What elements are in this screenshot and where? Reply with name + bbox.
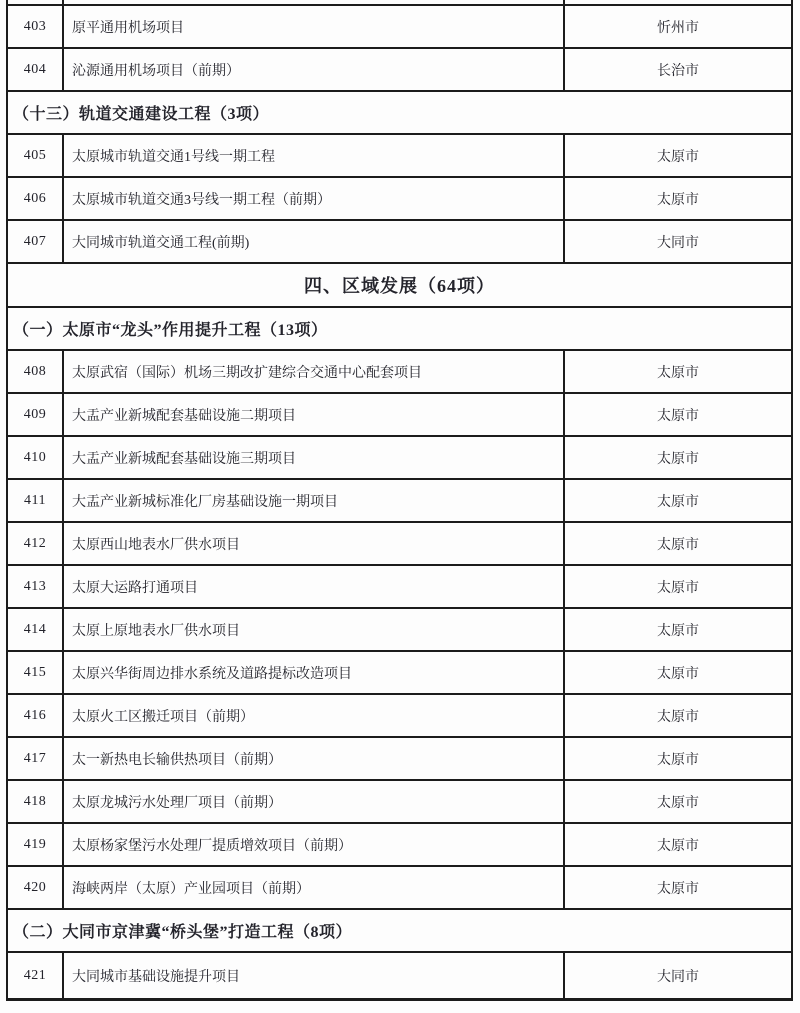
- table-row: [8, 953, 791, 1001]
- project-name: 沁源通用机场项目（前期）: [64, 49, 565, 90]
- project-name: 太一新热电长输供热项目（前期）: [64, 738, 565, 779]
- row-number: 413: [8, 566, 64, 607]
- section-heading-row: [8, 910, 791, 953]
- section-title: （一）太原市“龙头”作用提升工程（13项）: [13, 322, 328, 339]
- city-name: 太原市: [657, 838, 699, 854]
- row-number-cell: [8, 0, 64, 4]
- row-number: 405: [8, 135, 64, 176]
- project-name: 太原大运路打通项目: [64, 566, 565, 607]
- project-name: 太原城市轨道交通3号线一期工程（前期）: [64, 178, 565, 219]
- row-number: 404: [8, 49, 64, 90]
- project-name: 大盂产业新城配套基础设施二期项目: [64, 394, 565, 435]
- table-row: [8, 566, 791, 609]
- major-section-title: 四、区域发展（64项）: [304, 276, 495, 296]
- project-name: 太原西山地表水厂供水项目: [64, 523, 565, 564]
- row-number: 417: [8, 738, 64, 779]
- city-name: 太原市: [657, 795, 699, 811]
- project-name: 海峡两岸（太原）产业园项目（前期）: [64, 867, 565, 908]
- project-name: 太原城市轨道交通1号线一期工程: [64, 135, 565, 176]
- city-name-cell: [565, 0, 791, 4]
- city-name: 太原市: [657, 494, 699, 510]
- city-name: 太原市: [657, 365, 699, 381]
- section-heading-row: [8, 92, 791, 135]
- table-row: [8, 437, 791, 480]
- city-name: 太原市: [657, 451, 699, 467]
- table-row: [8, 867, 791, 910]
- row-number: 411: [8, 480, 64, 521]
- table-row: [8, 695, 791, 738]
- row-number: 406: [8, 178, 64, 219]
- table-row: [8, 781, 791, 824]
- project-name: 太原上原地表水厂供水项目: [64, 609, 565, 650]
- project-name: 太原武宿（国际）机场三期改扩建综合交通中心配套项目: [64, 351, 565, 392]
- table-row: [8, 523, 791, 566]
- row-number: 408: [8, 351, 64, 392]
- row-number: 419: [8, 824, 64, 865]
- section-heading-row: [8, 308, 791, 351]
- section-title: （二）大同市京津冀“桥头堡”打造工程（8项）: [13, 924, 353, 941]
- city-name: 长治市: [657, 63, 699, 79]
- row-number: 414: [8, 609, 64, 650]
- projects-table: [6, 0, 793, 1001]
- major-section-heading-row: [8, 264, 791, 308]
- row-number: 421: [8, 953, 64, 998]
- project-name: 原平通用机场项目: [64, 6, 565, 47]
- city-name: 太原市: [657, 537, 699, 553]
- section-title: （十三）轨道交通建设工程（3项）: [13, 106, 270, 123]
- city-name: 太原市: [657, 580, 699, 596]
- table-row: [8, 394, 791, 437]
- row-number: 403: [8, 6, 64, 47]
- city-name: 忻州市: [657, 20, 699, 36]
- project-name: 太原龙城污水处理厂项目（前期）: [64, 781, 565, 822]
- table-row: [8, 135, 791, 178]
- city-name: 太原市: [657, 623, 699, 639]
- table-row: [8, 221, 791, 264]
- row-number: 416: [8, 695, 64, 736]
- row-number: 410: [8, 437, 64, 478]
- city-name: 太原市: [657, 752, 699, 768]
- city-name: 太原市: [657, 192, 699, 208]
- row-number: 418: [8, 781, 64, 822]
- city-name: 大同市: [657, 969, 699, 985]
- table-row: [8, 652, 791, 695]
- city-name: 太原市: [657, 149, 699, 165]
- project-name: 大同城市轨道交通工程(前期): [64, 221, 565, 262]
- table-row: [8, 178, 791, 221]
- table-row: [8, 6, 791, 49]
- row-number: 415: [8, 652, 64, 693]
- table-row: [8, 351, 791, 394]
- table-row: [8, 824, 791, 867]
- row-number: 409: [8, 394, 64, 435]
- table-row: [8, 609, 791, 652]
- project-name: 太原兴华街周边排水系统及道路提标改造项目: [64, 652, 565, 693]
- project-name: 太原火工区搬迁项目（前期）: [64, 695, 565, 736]
- row-number: 407: [8, 221, 64, 262]
- table-row: [8, 480, 791, 523]
- city-name: 太原市: [657, 408, 699, 424]
- project-name-cell: [64, 0, 565, 4]
- project-name: 太原杨家堡污水处理厂提质增效项目（前期）: [64, 824, 565, 865]
- project-name: 大盂产业新城标准化厂房基础设施一期项目: [64, 480, 565, 521]
- project-name: 大盂产业新城配套基础设施三期项目: [64, 437, 565, 478]
- row-number: 412: [8, 523, 64, 564]
- project-name: 大同城市基础设施提升项目: [64, 953, 565, 998]
- city-name: 太原市: [657, 666, 699, 682]
- table-row: [8, 49, 791, 92]
- city-name: 大同市: [657, 235, 699, 251]
- table-row: [8, 738, 791, 781]
- city-name: 太原市: [657, 709, 699, 725]
- city-name: 太原市: [657, 881, 699, 897]
- row-number: 420: [8, 867, 64, 908]
